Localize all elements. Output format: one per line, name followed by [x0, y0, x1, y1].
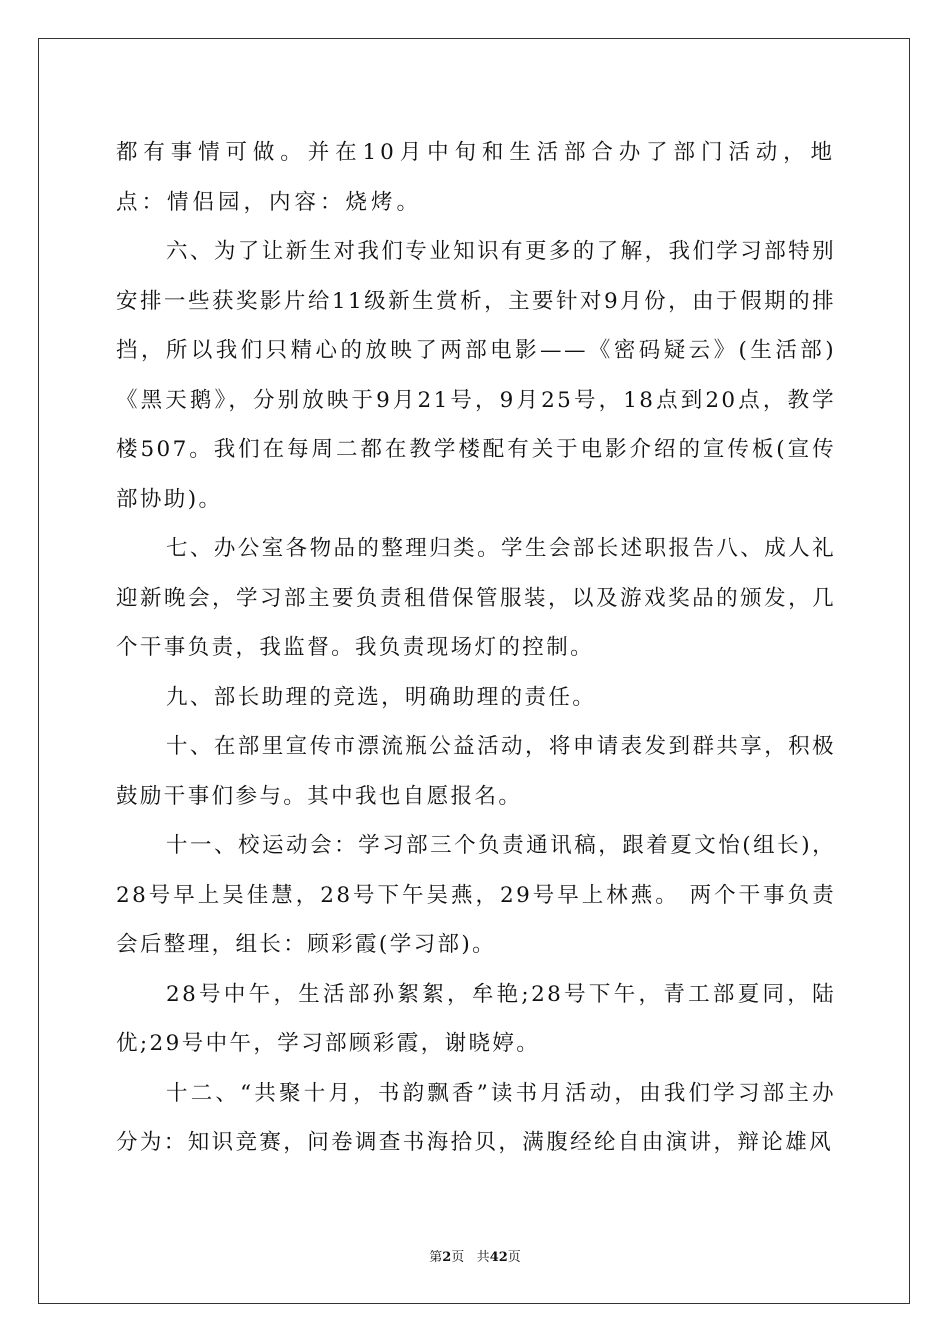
document-body: [116, 128, 836, 1168]
page-footer: [0, 1246, 950, 1265]
footer-total-prefix: 共: [476, 1250, 490, 1265]
paragraph: 七、办公室各物品的整理归类。学生会部长述职报告八、成人礼迎新晚会，学习部主要负责租借保管服装，以及游戏奖品的颁发，几个干事负责，我监督。我负责现场灯的控制。: [116, 536, 836, 660]
paragraph: 九、部长助理的竞选，明确助理的责任。: [166, 684, 597, 710]
paragraph: 十二、“共聚十月，书韵飘香”读书月活动，由我们学习部主办分为：知识竞赛，问卷调查书海拾贝，满腹经纶自由演讲，辩论雄风: [116, 1080, 836, 1155]
paragraph: 都有事情可做。并在10月中旬和生活部合办了部门活动，地点：情侣园，内容：烧烤。: [116, 140, 836, 215]
paragraph: 28号中午，生活部孙絮絮，牟艳;28号下午，青工部夏同，陆优;29号中午，学习部顾彩霞，谢晓婷。: [116, 981, 836, 1056]
paragraph: 十一、校运动会：学习部三个负责通讯稿，跟着夏文怡(组长)，28号早上吴佳慧，28号下午吴燕，29号早上林燕。 两个干事负责会后整理，组长：顾彩霞(学习部)。: [116, 833, 836, 957]
footer-total-pages: 42: [489, 1250, 508, 1265]
footer-page-number: 2: [442, 1250, 452, 1265]
paragraph: 十、在部里宣传市漂流瓶公益活动，将申请表发到群共享，积极鼓励干事们参与。其中我也自愿报名。: [116, 734, 836, 809]
footer-page-suffix: 页: [451, 1250, 465, 1265]
footer-total-suffix: 页: [507, 1250, 521, 1265]
footer-page-prefix: 第: [429, 1250, 443, 1265]
paragraph: 六、为了让新生对我们专业知识有更多的了解，我们学习部特别安排一些获奖影片给11级新生赏析，主要针对9月份，由于假期的排挡，所以我们只精心的放映了两部电影——《密码疑云》(生活部)《黑天鹅》，分别放映于9月21号，9月25号，18点到20点，教学楼507。我们在每周二都在教学楼配有关于电影介绍的宣传板(宣传部协助)。: [116, 239, 836, 512]
